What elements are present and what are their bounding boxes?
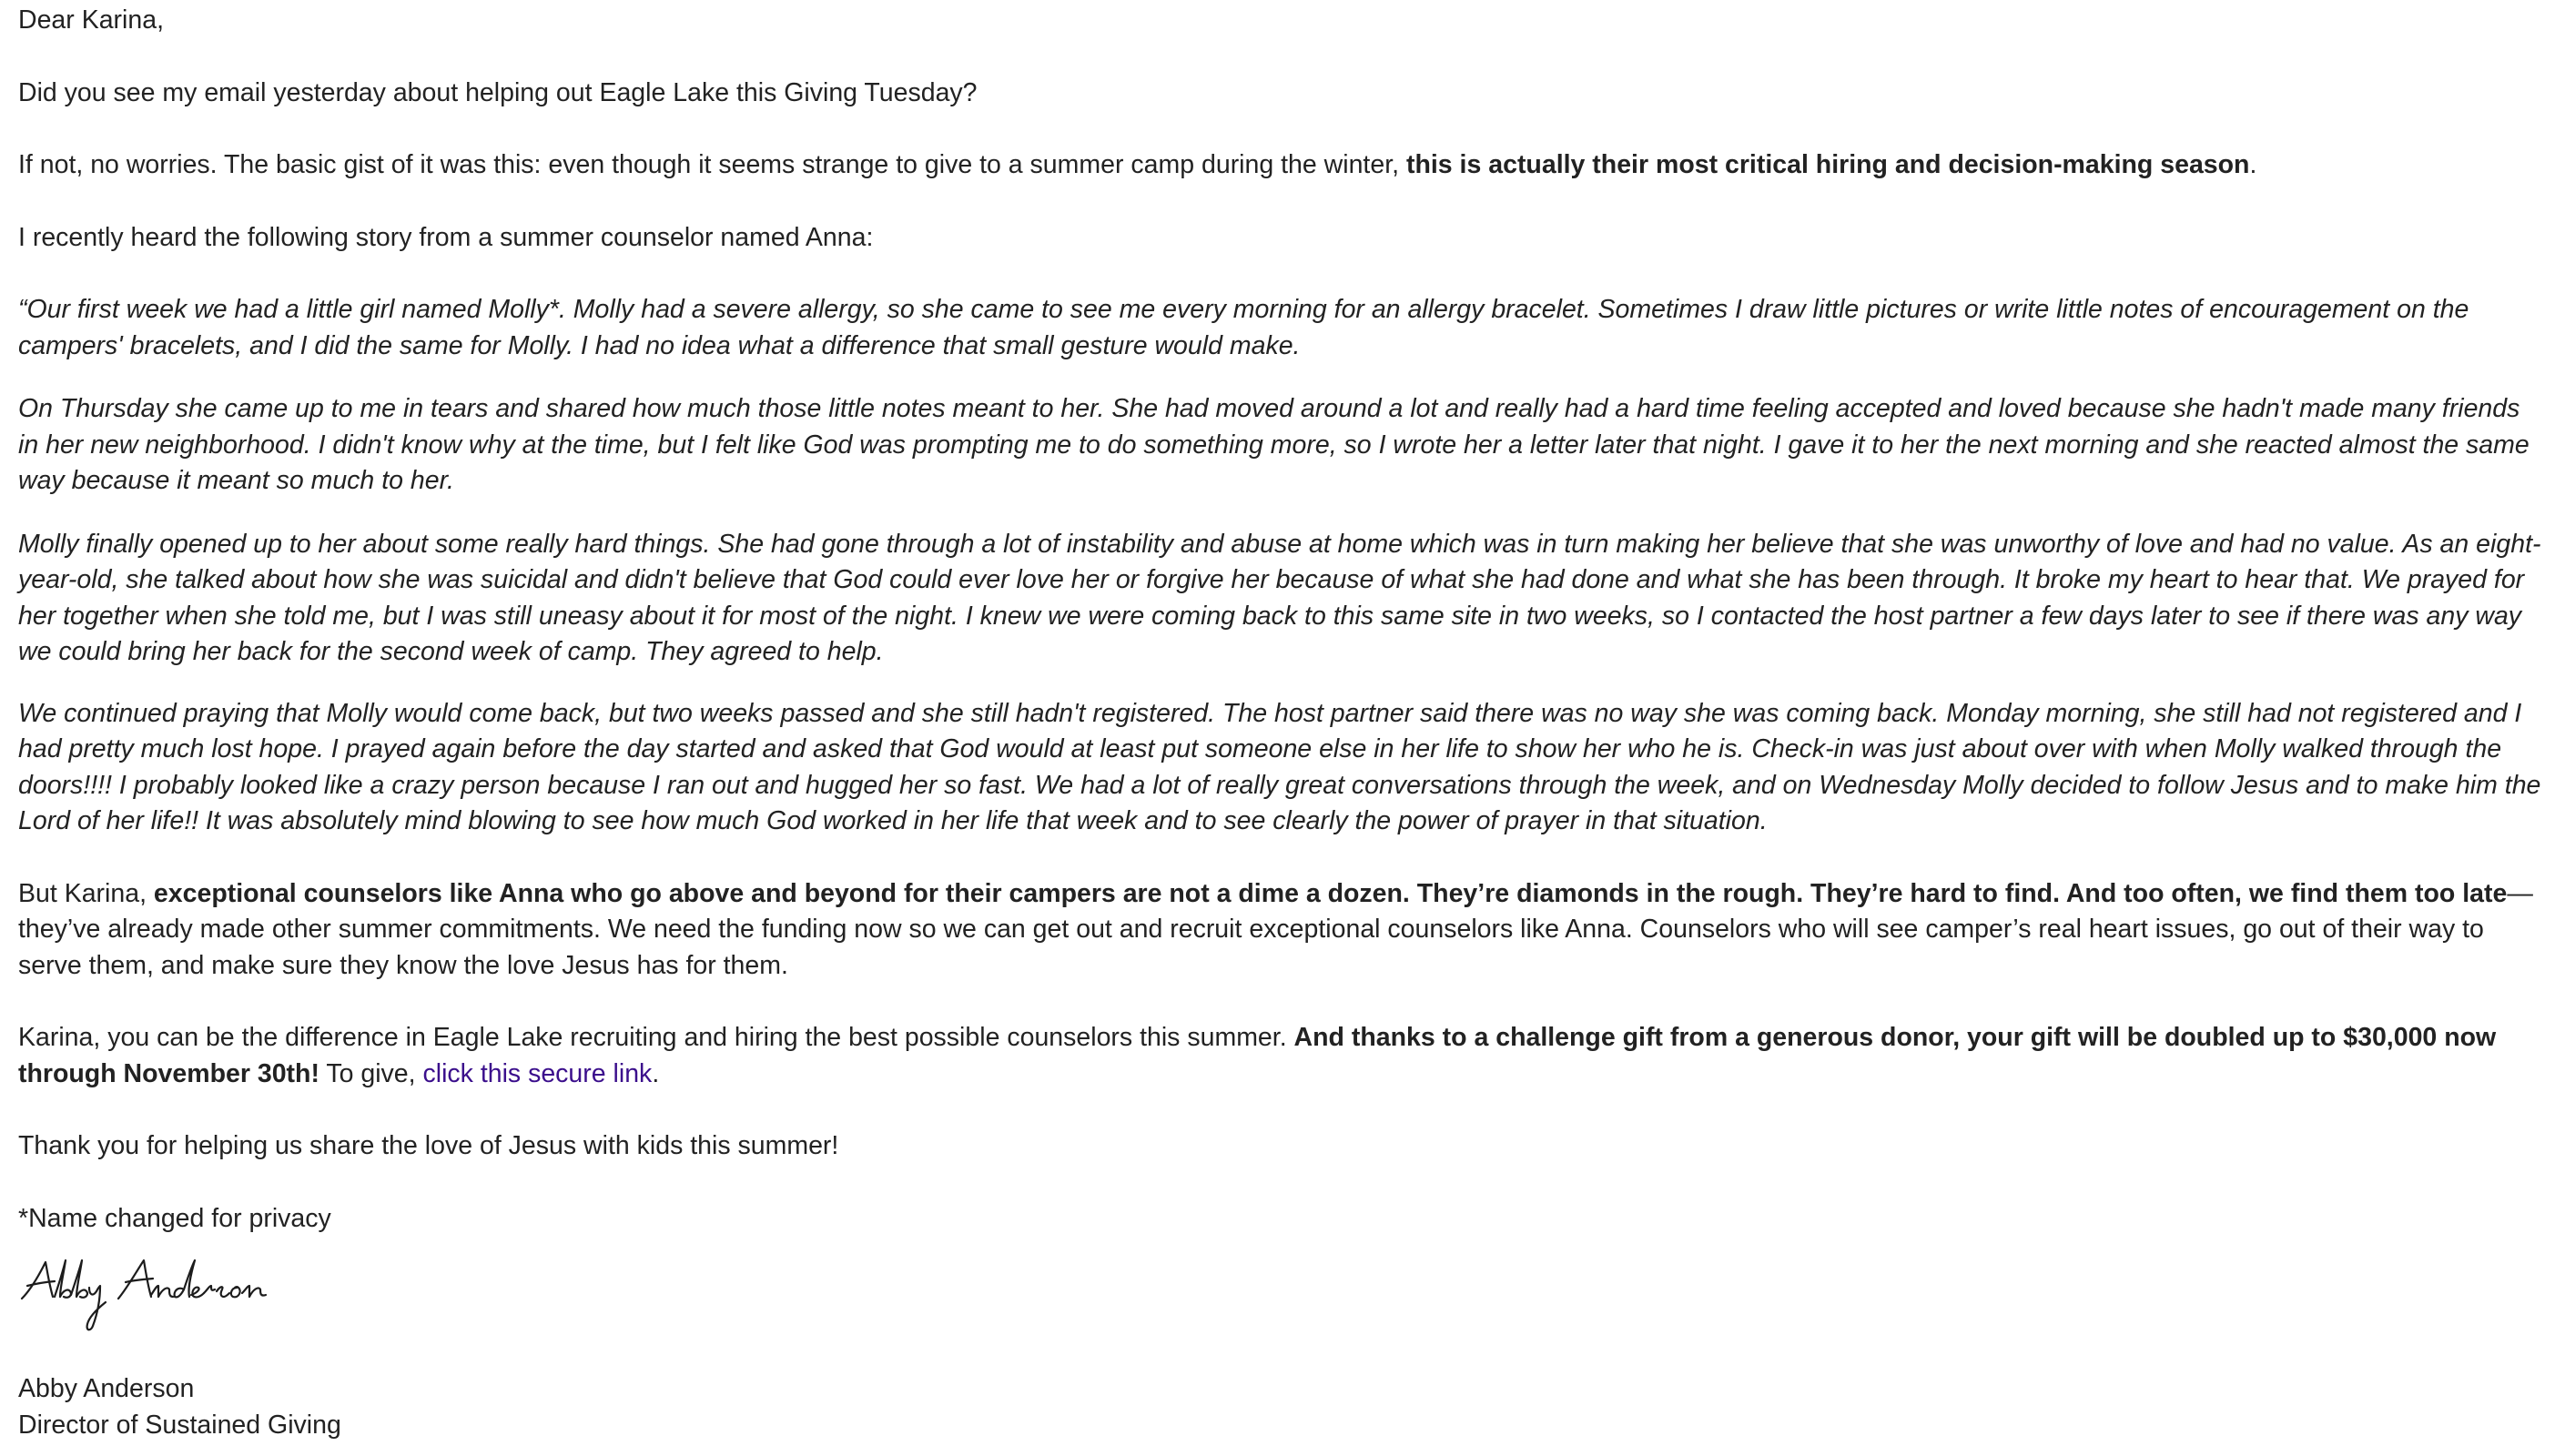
challenge-end: . [652, 1058, 660, 1088]
handwritten-signature [18, 1255, 300, 1337]
challenge-start: Karina, you can be the difference in Eagle Lake recruiting and hiring the best possible counselors this summer. [18, 1023, 1294, 1052]
gist-text: If not, no worries. The basic gist of it was this: even though it seems strange to give to a summer camp during the winter, [18, 150, 1406, 179]
footnote: *Name changed for privacy [18, 1203, 331, 1233]
counselors-end: —they’ve already made other summer commitments. We need the funding now so we can get out and recruit exceptional counselors like Anna. Counselors who will see camper’s real heart issues, go out of their way to serve them, and make sure they know the love Jesus has for them. [18, 878, 2533, 980]
paragraph-challenge [18, 1020, 2547, 1092]
quote-paragraph-2: On Thursday she came up to me in tears and shared how much those little notes meant to her. She had moved around a lot and really had a hard time feeling accepted and loved because she hadn't made many friends in her new neighborhood. I didn't know why at the time, but I felt like God was prompting me to do something more, so I wrote her a letter later that night. I gave it to her the next morning and she reacted almost the same way because it meant so much to her. [18, 394, 2530, 495]
counselors-start: But Karina, [18, 878, 154, 908]
quote-paragraph-1: “Our first week we had a little girl named Molly*. Molly had a severe allergy, so she came to see me every morning for an allergy bracelet. Sometimes I draw little pictures or write little notes of encouragement on the campers' bracelets, and I did the same for Molly. I had no idea what a difference that small gesture would make. [18, 295, 2469, 360]
paragraph-counselors [18, 876, 2547, 985]
paragraph-story-intro: I recently heard the following story from a summer counselor named Anna: [18, 222, 874, 252]
sender-title: Director of Sustained Giving [18, 1410, 341, 1440]
paragraph-thanks: Thank you for helping us share the love of Jesus with kids this summer! [18, 1131, 839, 1160]
gist-end: . [2249, 150, 2257, 179]
quote-paragraph-3: Molly finally opened up to her about some really hard things. She had gone through a lot of instability and abuse at home which was in turn making her believe that she was unworthy of love and had no value. As an eight-year-old, she talked about how she was suicidal and didn't believe that God could ever love her or forgive her because of what she had done and what she has been through. It broke my heart to hear that. We prayed for her together when she told me, but I was still uneasy about it for most of the night. I knew we were coming back to this same site in two weeks, so I contacted the host partner a few days later to see if there was any way we could bring her back for the second week of camp. They agreed to help. [18, 529, 2541, 666]
counselors-bold: exceptional counselors like Anna who go above and beyond for their campers are not a dime a dozen. They’re diamonds in the rough. They’re hard to find. And too often, we find them too late [153, 878, 2508, 908]
paragraph-followup: Did you see my email yesterday about helping out Eagle Lake this Giving Tuesday? [18, 77, 978, 107]
quote-paragraph-4: We continued praying that Molly would come back, but two weeks passed and she still hadn't registered. The host partner said there was no way she was coming back. Monday morning, she still had not registered and I had pretty much lost hope. I prayed again before the day started and asked that God would at least put someone else in her life to show her who he is. Check-in was just about over with when Molly walked through the doors!!!! I probably looked like a crazy person because I ran out and hugged her so fast. We had a lot of really great conversations through the week, and on Wednesday Molly decided to follow Jesus and to make him the Lord of her life!! It was absolutely mind blowing to see how much God worked in her life that week and to see clearly the power of prayer in that situation. [18, 698, 2541, 835]
challenge-mid: To give, [319, 1058, 423, 1088]
greeting: Dear Karina, [18, 5, 164, 35]
paragraph-gist [18, 147, 2547, 184]
challenge-bold: And thanks to a challenge gift from a generous donor, your gift will be doubled up to $30,000 now through November 30th! [18, 1023, 2497, 1088]
secure-give-link[interactable]: click this secure link [422, 1058, 653, 1088]
sender-name: Abby Anderson [18, 1374, 195, 1403]
gist-bold: this is actually their most critical hiring and decision-making season [1405, 150, 2250, 179]
